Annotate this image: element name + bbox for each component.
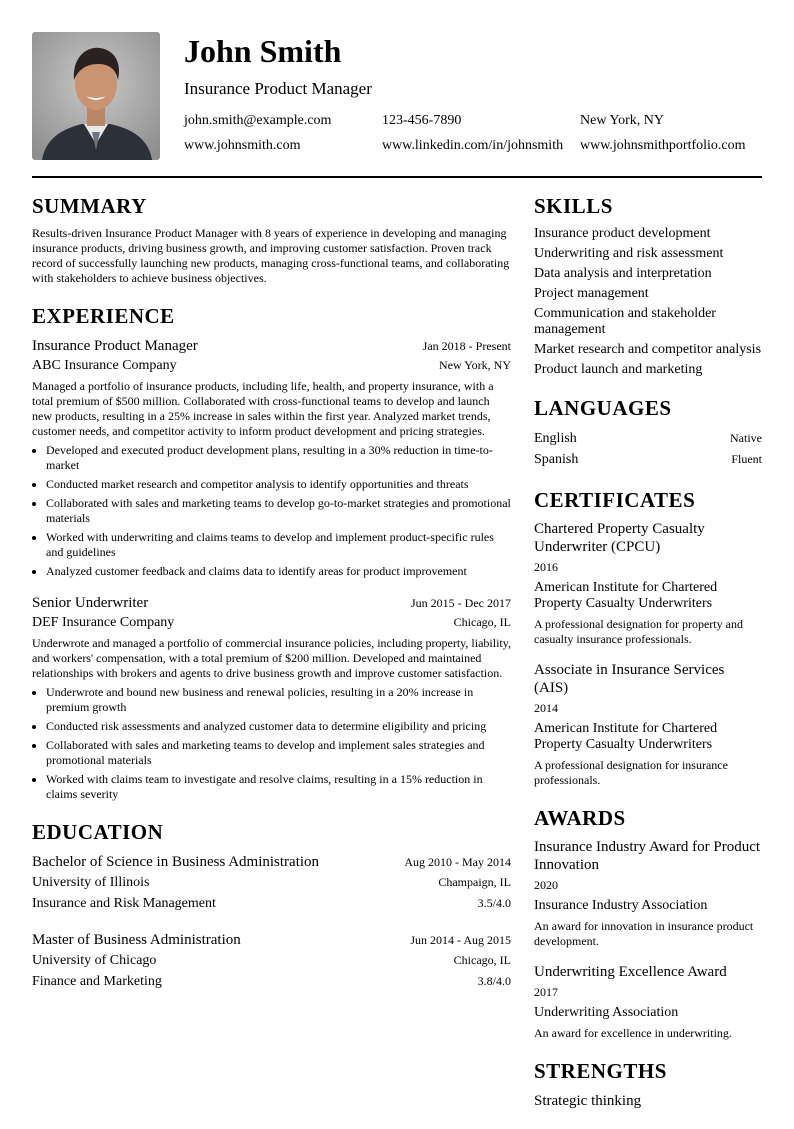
education-section bbox=[32, 820, 511, 992]
language-name: Spanish bbox=[534, 452, 579, 467]
gpa: 3.5/4.0 bbox=[477, 896, 511, 910]
skill-item: Market research and competitor analysis bbox=[534, 342, 762, 357]
company-name: ABC Insurance Company bbox=[32, 358, 177, 373]
skill-item: Product launch and marketing bbox=[534, 362, 703, 377]
summary-section bbox=[32, 194, 511, 286]
award-issuer: Insurance Industry Association bbox=[534, 898, 708, 913]
field-of-study: Insurance and Risk Management bbox=[32, 896, 216, 911]
bullet-item: • Conducted risk assessments and analyzed customer data to determine eligibility and pricing bbox=[46, 719, 511, 734]
linkedin-link[interactable]: www.linkedin.com/in/johnsmith bbox=[382, 138, 564, 153]
degree-name: Master of Business Administration bbox=[32, 932, 241, 948]
left-column bbox=[32, 194, 511, 1129]
summary-heading: SUMMARY bbox=[32, 194, 147, 218]
certificate-year: 2014 bbox=[534, 701, 558, 715]
school-location: Champaign, IL bbox=[438, 875, 511, 889]
location: New York, NY bbox=[580, 113, 665, 128]
summary-text: Results-driven Insurance Product Manager with 8 years of experience in developing and managing insurance products, driving business growth, and improving customer satisfaction. Proven track record of successfully launching new products, managing cross-functional teams, and collaborating with stakeholders to achieve business objectives. bbox=[32, 226, 510, 285]
field-of-study: Finance and Marketing bbox=[32, 974, 162, 989]
school-name: University of Chicago bbox=[32, 953, 157, 968]
job-description: Underwrote and managed a portfolio of commercial insurance policies, including property, liability, and workers' compensation, with a total premium of $200 million. Developed and maintained relationships with brokers and agents to drive business growth and improve customer satisfaction. bbox=[32, 636, 511, 680]
languages-section bbox=[534, 396, 762, 470]
resume-page bbox=[32, 32, 762, 1129]
language-level: Fluent bbox=[731, 452, 762, 466]
job-description: Managed a portfolio of insurance products, including life, health, and property insurance, with a total premium of $500 million. Collaborated with cross-functional teams to develop and launch new products, resulting in a 25% increase in sales within the first year. Analyzed market trends, customer needs, and competitor activity to inform product development and pricing strategies. bbox=[32, 379, 494, 438]
award-description: An award for excellence in underwriting. bbox=[534, 1026, 732, 1040]
skill-item: Insurance product development bbox=[534, 226, 711, 241]
language-level: Native bbox=[730, 431, 762, 445]
website-link[interactable]: www.johnsmith.com bbox=[184, 138, 301, 153]
gpa: 3.8/4.0 bbox=[477, 974, 511, 988]
certificate-entry bbox=[534, 520, 762, 647]
bullet-item: • Underwrote and bound new business and renewal policies, resulting in a 20% increase in premium growth bbox=[46, 685, 511, 715]
certificates-section bbox=[534, 488, 762, 788]
skill-item: Communication and stakeholder management bbox=[534, 306, 716, 337]
job-entry bbox=[32, 593, 511, 802]
bullet-item: • Collaborated with sales and marketing teams to develop and implement sales strategies and promotional materials bbox=[46, 738, 511, 768]
awards-heading: AWARDS bbox=[534, 806, 626, 830]
bullet-item: • Conducted market research and competitor analysis to identify opportunities and threats bbox=[46, 477, 511, 492]
company-name: DEF Insurance Company bbox=[32, 615, 175, 630]
certificate-title: Associate in Insurance Services (AIS) bbox=[534, 662, 725, 696]
candidate-title: Insurance Product Manager bbox=[184, 79, 372, 98]
job-location: Chicago, IL bbox=[453, 615, 511, 629]
job-entry bbox=[32, 336, 511, 579]
resume-header bbox=[32, 32, 762, 160]
job-location: New York, NY bbox=[438, 358, 511, 372]
experience-heading: EXPERIENCE bbox=[32, 304, 175, 328]
skills-section bbox=[534, 194, 762, 378]
languages-heading: LANGUAGES bbox=[534, 396, 672, 420]
candidate-name: John Smith bbox=[184, 33, 342, 69]
certificate-issuer: American Institute for Chartered Property Casualty Underwriters bbox=[534, 580, 718, 611]
award-entry bbox=[534, 838, 762, 949]
degree-name: Bachelor of Science in Business Administration bbox=[32, 854, 320, 870]
award-description: An award for innovation in insurance product development. bbox=[534, 919, 754, 948]
awards-section bbox=[534, 806, 762, 1041]
language-row bbox=[534, 428, 762, 449]
certificate-title: Chartered Property Casualty Underwriter (CPCU) bbox=[534, 521, 705, 555]
strength-item: Strategic thinking bbox=[534, 1093, 642, 1109]
job-dates: Jan 2018 - Present bbox=[422, 339, 511, 353]
language-row bbox=[534, 449, 762, 470]
education-entry bbox=[32, 852, 511, 914]
award-title: Insurance Industry Award for Product Innovation bbox=[534, 839, 761, 873]
skill-item: Underwriting and risk assessment bbox=[534, 246, 724, 261]
skill-item: Project management bbox=[534, 286, 649, 301]
job-bullets bbox=[32, 443, 511, 579]
education-dates: Jun 2014 - Aug 2015 bbox=[410, 933, 511, 947]
certificate-description: A professional designation for insurance professionals. bbox=[534, 758, 728, 787]
certificate-description: A professional designation for property and casualty insurance professionals. bbox=[534, 617, 743, 646]
right-column bbox=[534, 194, 762, 1129]
award-entry bbox=[534, 963, 762, 1041]
bullet-item: • Worked with claims team to investigate and resolve claims, resulting in a 15% reduction in claims severity bbox=[46, 772, 511, 802]
contact-info bbox=[184, 108, 762, 158]
education-dates: Aug 2010 - May 2014 bbox=[404, 855, 511, 869]
certificates-heading: CERTIFICATES bbox=[534, 488, 696, 512]
bullet-item: • Worked with underwriting and claims teams to develop and implement product-specific rules and guidelines bbox=[46, 530, 511, 560]
email-link[interactable]: john.smith@example.com bbox=[184, 113, 332, 128]
header-divider bbox=[32, 176, 762, 178]
experience-section bbox=[32, 304, 511, 802]
bullet-item: • Developed and executed product development plans, resulting in a 30% reduction in time-to-market bbox=[46, 443, 511, 473]
bullet-item: • Analyzed customer feedback and claims data to identify areas for product improvement bbox=[46, 564, 511, 579]
job-dates: Jun 2015 - Dec 2017 bbox=[411, 596, 511, 610]
award-year: 2020 bbox=[534, 878, 558, 892]
bullet-item: • Collaborated with sales and marketing teams to develop go-to-market strategies and promotional materials bbox=[46, 496, 511, 526]
certificate-year: 2016 bbox=[534, 560, 558, 574]
award-title: Underwriting Excellence Award bbox=[534, 964, 727, 980]
job-title: Senior Underwriter bbox=[32, 595, 149, 611]
school-location: Chicago, IL bbox=[453, 953, 511, 967]
strengths-section bbox=[534, 1059, 762, 1111]
education-heading: EDUCATION bbox=[32, 820, 164, 844]
strengths-heading: STRENGTHS bbox=[534, 1059, 667, 1083]
job-title: Insurance Product Manager bbox=[32, 338, 198, 354]
school-name: University of Illinois bbox=[32, 875, 150, 890]
skill-item: Data analysis and interpretation bbox=[534, 266, 712, 281]
skills-heading: SKILLS bbox=[534, 194, 613, 218]
phone-number: 123-456-7890 bbox=[382, 113, 462, 128]
award-issuer: Underwriting Association bbox=[534, 1005, 679, 1020]
portfolio-link[interactable]: www.johnsmithportfolio.com bbox=[580, 138, 746, 153]
certificate-entry bbox=[534, 661, 762, 788]
award-year: 2017 bbox=[534, 985, 558, 999]
language-name: English bbox=[534, 431, 577, 446]
profile-photo bbox=[32, 32, 160, 160]
job-bullets bbox=[32, 685, 511, 802]
education-entry bbox=[32, 930, 511, 992]
certificate-issuer: American Institute for Chartered Property Casualty Underwriters bbox=[534, 721, 718, 752]
